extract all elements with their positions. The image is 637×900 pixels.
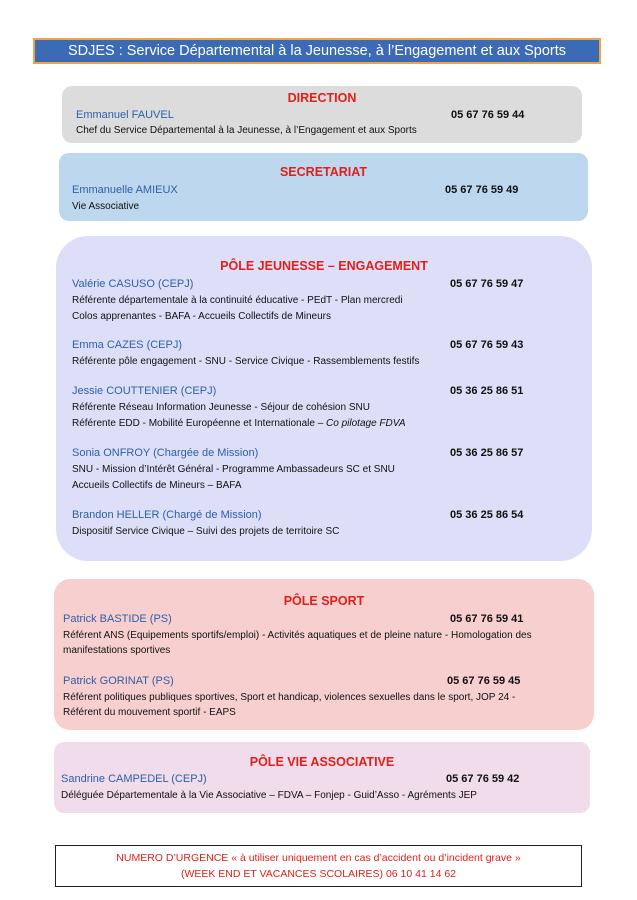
contact-role: Référente pôle engagement - SNU - Service Civique - Rassemblements festifs (72, 356, 420, 367)
contact-role: Référent ANS (Equipements sportifs/emploi) - Activités aquatiques et de pleine nature - Homologation des (63, 630, 532, 641)
contact-role: Référent du mouvement sportif - EAPS (63, 707, 236, 718)
contact-phone: 05 67 76 59 42 (446, 773, 520, 785)
contact-phone: 05 67 76 59 43 (450, 339, 524, 351)
sport-title: PÔLE SPORT (283, 594, 365, 608)
direction-section (62, 86, 582, 143)
jeunesse-title: PÔLE JEUNESSE – ENGAGEMENT (220, 259, 428, 273)
contact-phone: 05 67 76 59 45 (447, 675, 521, 687)
contact-name: Patrick GORINAT (PS) (63, 675, 174, 687)
jeunesse-section (56, 236, 592, 561)
contact-role: Référente départementale à la continuité éducative - PEdT - Plan mercredi (72, 295, 403, 306)
contact-role: Chef du Service Départemental à la Jeunesse, à l’Engagement et aux Sports (76, 125, 417, 136)
contact-role (72, 416, 406, 432)
contact-phone: 05 36 25 86 57 (450, 447, 524, 459)
contact-role: manifestations sportives (63, 645, 171, 656)
contact-phone: 05 67 76 59 41 (450, 613, 524, 625)
contact-name: Emma CAZES (CEPJ) (72, 339, 183, 351)
sport-section (54, 579, 594, 730)
contact-role: SNU - Mission d’Intérêt Général - Programme Ambassadeurs SC et SNU (72, 464, 395, 475)
contact-phone: 05 67 76 59 44 (451, 109, 525, 121)
contact-role: Référent politiques publiques sportives, Sport et handicap, violences sexuelles dans le sport, JOP 24 - (63, 692, 516, 703)
contact-role-text: Référente EDD - Mobilité Européenne et Internationale – (72, 418, 327, 429)
contact-role: Vie Associative (72, 201, 140, 212)
vie-associative-section (54, 742, 590, 813)
emergency-line-1: NUMERO D’URGENCE « à utiliser uniquement en cas d’accident ou d’incident grave » (116, 852, 521, 864)
contact-name: Emmanuelle AMIEUX (72, 184, 178, 196)
emergency-notice (55, 845, 582, 887)
direction-title: DIRECTION (287, 91, 357, 105)
contact-name: Emmanuel FAUVEL (76, 109, 174, 121)
contact-role: Référente Réseau Information Jeunesse - Séjour de cohésion SNU (72, 402, 370, 413)
contact-phone: 05 67 76 59 47 (450, 278, 524, 290)
contact-name: Brandon HELLER (Chargé de Mission) (72, 509, 262, 521)
vie-associative-title: PÔLE VIE ASSOCIATIVE (249, 755, 395, 769)
contact-role: Dispositif Service Civique – Suivi des projets de territoire SC (72, 526, 340, 537)
secretariat-section (59, 153, 588, 221)
contact-name: Patrick BASTIDE (PS) (63, 613, 172, 625)
secretariat-title: SECRETARIAT (279, 165, 368, 179)
contact-role: Accueils Collectifs de Mineurs – BAFA (72, 480, 242, 491)
contact-role: Colos apprenantes - BAFA - Accueils Collectifs de Mineurs (72, 311, 332, 322)
contact-role-italic: Co pilotage FDVA (326, 418, 406, 429)
contact-phone: 05 67 76 59 49 (445, 184, 519, 196)
contact-name: Jessie COUTTENIER (CEPJ) (72, 385, 217, 397)
emergency-line-2: (WEEK END ET VACANCES SCOLAIRES) 06 10 41 14 62 (180, 868, 457, 880)
contact-name: Valérie CASUSO (CEPJ) (72, 278, 194, 290)
contact-name: Sandrine CAMPEDEL (CEPJ) (61, 773, 207, 785)
contact-phone: 05 36 25 86 54 (450, 509, 524, 521)
contact-phone: 05 36 25 86 51 (450, 385, 524, 397)
contact-name: Sonia ONFROY (Chargée de Mission) (72, 447, 259, 459)
contact-role: Déléguée Départementale à la Vie Associative – FDVA – Fonjep - Guid’Asso - Agréments JEP (61, 790, 477, 801)
page-header: SDJES : Service Départemental à la Jeunesse, à l’Engagement et aux Sports (33, 38, 601, 64)
